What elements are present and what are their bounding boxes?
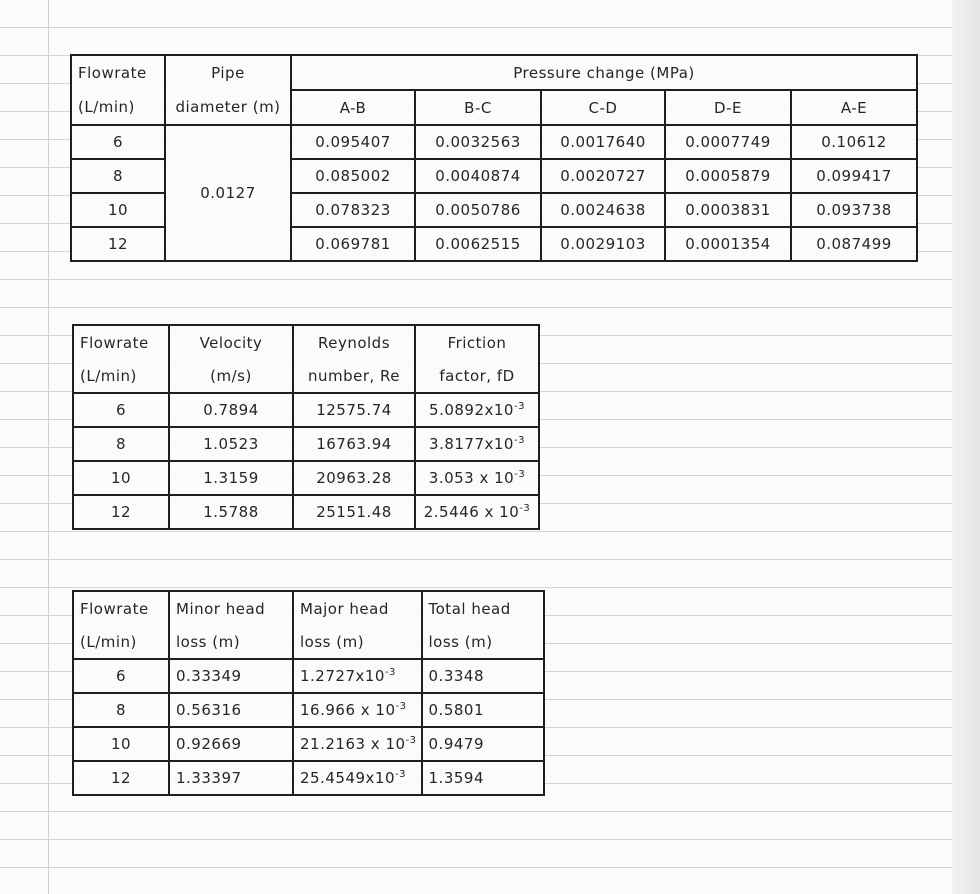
pressure-cell: 0.0040874 — [415, 159, 541, 193]
pressure-cell: 0.099417 — [791, 159, 917, 193]
table-row — [73, 393, 539, 427]
table-row — [71, 125, 917, 159]
pressure-cell: 0.078323 — [291, 193, 415, 227]
pressure-cell: 0.0001354 — [665, 227, 791, 261]
friction-exponent: -3 — [514, 469, 526, 480]
major-loss-exponent: -3 — [384, 667, 396, 678]
major-head-unit: loss (m) — [293, 625, 422, 659]
minor-head-unit: loss (m) — [169, 625, 293, 659]
pressure-cell: 0.0029103 — [541, 227, 665, 261]
pressure-change-header: Pressure change (MPa) — [291, 55, 917, 90]
velocity-reynolds-table — [72, 324, 540, 530]
pressure-cell: 0.0050786 — [415, 193, 541, 227]
total-head-unit: loss (m) — [422, 625, 544, 659]
reynolds-cell: 16763.94 — [293, 427, 415, 461]
major-loss-cell — [293, 693, 422, 727]
table-row — [73, 693, 544, 727]
flowrate-cell: 6 — [73, 659, 169, 693]
flowrate-cell: 12 — [73, 761, 169, 795]
velocity-cell: 0.7894 — [169, 393, 293, 427]
flowrate-cell: 12 — [73, 495, 169, 529]
velocity-cell: 1.3159 — [169, 461, 293, 495]
minor-loss-cell: 0.56316 — [169, 693, 293, 727]
major-loss-exponent: -3 — [395, 701, 407, 712]
reynolds-cell: 12575.74 — [293, 393, 415, 427]
flowrate-unit: (L/min) — [73, 359, 169, 393]
table-row — [73, 427, 539, 461]
major-loss-mantissa: 1.2727x10 — [300, 667, 385, 685]
table-row — [73, 761, 544, 795]
velocity-header: Velocity — [169, 325, 293, 359]
pressure-cell: 0.0017640 — [541, 125, 665, 159]
segment-de-header: D-E — [665, 90, 791, 125]
header-row — [71, 55, 917, 90]
flowrate-header: Flowrate — [73, 591, 169, 625]
head-loss-table — [72, 590, 545, 796]
header-row — [73, 591, 544, 625]
pressure-cell: 0.10612 — [791, 125, 917, 159]
total-loss-cell: 0.5801 — [422, 693, 544, 727]
reynolds-cell: 20963.28 — [293, 461, 415, 495]
friction-header: Friction — [415, 325, 539, 359]
total-loss-cell: 0.3348 — [422, 659, 544, 693]
major-loss-exponent: -3 — [405, 735, 417, 746]
major-loss-cell — [293, 761, 422, 795]
flowrate-cell: 12 — [71, 227, 165, 261]
pipe-diameter-unit: diameter (m) — [165, 90, 291, 125]
flowrate-cell: 6 — [71, 125, 165, 159]
flowrate-cell: 6 — [73, 393, 169, 427]
pressure-cell: 0.0062515 — [415, 227, 541, 261]
paper-edge — [952, 0, 980, 894]
table-row — [73, 727, 544, 761]
pressure-cell: 0.0007749 — [665, 125, 791, 159]
total-loss-cell: 1.3594 — [422, 761, 544, 795]
friction-exponent: -3 — [513, 401, 525, 412]
major-loss-cell — [293, 659, 422, 693]
flowrate-unit: (L/min) — [71, 90, 165, 125]
table-row — [73, 461, 539, 495]
segment-ab-header: A-B — [291, 90, 415, 125]
pressure-cell: 0.0003831 — [665, 193, 791, 227]
pipe-header: Pipe — [165, 55, 291, 90]
pressure-cell: 0.0024638 — [541, 193, 665, 227]
total-head-header: Total head — [422, 591, 544, 625]
flowrate-cell: 8 — [73, 427, 169, 461]
velocity-cell: 1.5788 — [169, 495, 293, 529]
flowrate-cell: 8 — [71, 159, 165, 193]
pressure-cell: 0.095407 — [291, 125, 415, 159]
friction-mantissa: 3.8177x10 — [429, 435, 514, 453]
flowrate-header: Flowrate — [71, 55, 165, 90]
header-row — [73, 359, 539, 393]
flowrate-cell: 10 — [73, 461, 169, 495]
header-row — [73, 625, 544, 659]
friction-exponent: -3 — [513, 435, 525, 446]
segment-bc-header: B-C — [415, 90, 541, 125]
friction-mantissa: 3.053 x 10 — [428, 469, 515, 487]
table-row — [73, 495, 539, 529]
velocity-cell: 1.0523 — [169, 427, 293, 461]
pressure-cell: 0.0005879 — [665, 159, 791, 193]
major-loss-mantissa: 25.4549x10 — [300, 769, 395, 787]
table-row — [73, 659, 544, 693]
pressure-cell: 0.069781 — [291, 227, 415, 261]
minor-loss-cell: 0.33349 — [169, 659, 293, 693]
friction-cell — [415, 427, 539, 461]
flowrate-unit: (L/min) — [73, 625, 169, 659]
segment-ae-header: A-E — [791, 90, 917, 125]
major-loss-mantissa: 16.966 x 10 — [300, 701, 396, 719]
minor-loss-cell: 0.92669 — [169, 727, 293, 761]
header-row — [71, 90, 917, 125]
major-loss-mantissa: 21.2163 x 10 — [300, 735, 406, 753]
major-loss-cell — [293, 727, 422, 761]
segment-cd-header: C-D — [541, 90, 665, 125]
minor-head-header: Minor head — [169, 591, 293, 625]
reynolds-cell: 25151.48 — [293, 495, 415, 529]
total-loss-cell: 0.9479 — [422, 727, 544, 761]
reynolds-header: Reynolds — [293, 325, 415, 359]
velocity-unit: (m/s) — [169, 359, 293, 393]
pressure-cell: 0.087499 — [791, 227, 917, 261]
flowrate-header: Flowrate — [73, 325, 169, 359]
friction-mantissa: 2.5446 x 10 — [423, 503, 520, 521]
major-head-header: Major head — [293, 591, 422, 625]
pressure-cell: 0.0032563 — [415, 125, 541, 159]
pressure-cell: 0.085002 — [291, 159, 415, 193]
pipe-diameter-cell: 0.0127 — [165, 125, 291, 261]
flowrate-cell: 8 — [73, 693, 169, 727]
friction-mantissa: 5.0892x10 — [429, 401, 514, 419]
reynolds-unit: number, Re — [293, 359, 415, 393]
pressure-cell: 0.093738 — [791, 193, 917, 227]
friction-cell — [415, 495, 539, 529]
friction-exponent: -3 — [519, 503, 531, 514]
flowrate-cell: 10 — [71, 193, 165, 227]
flowrate-cell: 10 — [73, 727, 169, 761]
major-loss-exponent: -3 — [395, 769, 406, 780]
pressure-change-table — [70, 54, 918, 262]
friction-cell — [415, 393, 539, 427]
pressure-cell: 0.0020727 — [541, 159, 665, 193]
notebook-margin-line — [48, 0, 49, 894]
friction-unit: factor, fD — [415, 359, 539, 393]
header-row — [73, 325, 539, 359]
friction-cell — [415, 461, 539, 495]
minor-loss-cell: 1.33397 — [169, 761, 293, 795]
